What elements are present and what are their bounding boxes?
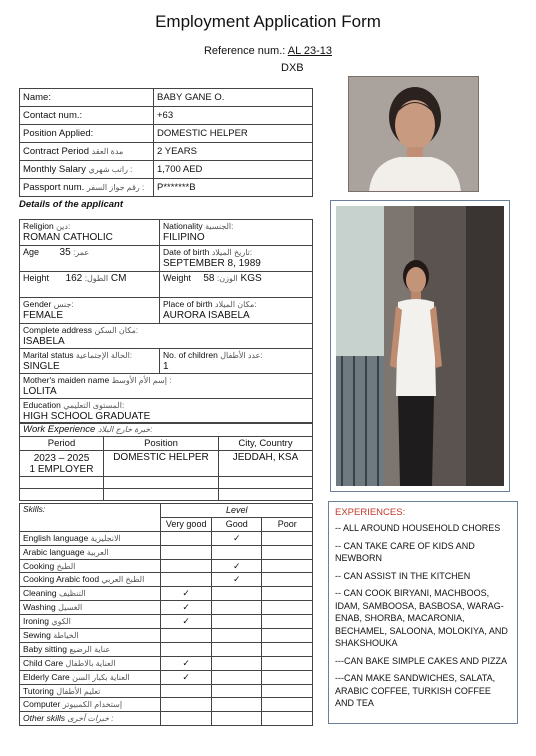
work-heading-en: Work Experience bbox=[23, 424, 96, 435]
skill-name-ar: الغسيل bbox=[58, 603, 83, 613]
reference-label: Reference num.: bbox=[203, 45, 286, 57]
children-label-en: No. of children bbox=[163, 350, 218, 360]
weight-label-ar: الوزن: bbox=[217, 274, 238, 283]
pob-label bbox=[163, 299, 309, 310]
height-label-en: Height bbox=[23, 273, 50, 283]
weight-cell bbox=[160, 272, 313, 298]
skill-name-ar: الطبخ العربي bbox=[101, 575, 145, 585]
dob-value: SEPTEMBER 8, 1989 bbox=[163, 258, 261, 269]
age-label-en: Age bbox=[23, 247, 40, 257]
nationality-cell bbox=[160, 220, 313, 246]
skill-name-cell bbox=[20, 559, 161, 573]
skill-name-ar: العربية bbox=[86, 547, 109, 557]
position-label: Position Applied: bbox=[20, 125, 154, 143]
contract-label-en: Contract Period bbox=[23, 146, 90, 157]
table-row bbox=[20, 89, 313, 107]
table-row bbox=[20, 670, 313, 684]
table-row bbox=[20, 587, 313, 601]
skill-very-good-mark bbox=[161, 559, 212, 573]
skill-name-ar: العناية بكبار السن bbox=[72, 672, 130, 682]
skill-very-good-mark bbox=[161, 545, 212, 559]
skill-name-cell bbox=[20, 615, 161, 629]
skill-name-ar: الطبخ bbox=[56, 561, 76, 571]
salary-label bbox=[20, 161, 154, 179]
age-value: 35 bbox=[59, 247, 71, 258]
details-heading: Details of the applicant bbox=[19, 199, 123, 210]
work-empty-cell bbox=[20, 489, 104, 501]
form-title: Employment Application Form bbox=[155, 12, 381, 31]
skill-name-cell bbox=[20, 684, 161, 698]
skill-poor-mark bbox=[262, 545, 313, 559]
name-value: BABY GANE O. bbox=[154, 89, 313, 107]
skill-very-good-mark: ✓ bbox=[161, 587, 212, 601]
skill-very-good-mark bbox=[161, 712, 212, 726]
table-row bbox=[20, 531, 313, 545]
pob-label-en: Place of birth bbox=[163, 299, 213, 309]
skill-name-cell bbox=[20, 698, 161, 712]
table-row bbox=[20, 615, 313, 629]
children-label-ar: عدد الأطفال: bbox=[220, 351, 263, 360]
table-row bbox=[20, 298, 313, 324]
religion-label-en: Religion bbox=[23, 221, 54, 231]
table-row bbox=[20, 712, 313, 726]
skill-name: Computer bbox=[23, 699, 61, 710]
skill-very-good-mark bbox=[161, 684, 212, 698]
skill-name: Baby sitting bbox=[23, 643, 67, 654]
table-row bbox=[20, 324, 313, 349]
religion-value: ROMAN CATHOLIC bbox=[23, 232, 113, 243]
skill-name: Ironing bbox=[23, 616, 49, 627]
weight-label-en: Weight bbox=[163, 273, 191, 283]
work-heading-ar: خبرة خارج البلاد: bbox=[97, 425, 153, 434]
skill-very-good-mark bbox=[161, 698, 212, 712]
experience-item: -- CAN ASSIST IN THE KITCHEN bbox=[335, 570, 471, 581]
table-row bbox=[20, 161, 313, 179]
level-very-good: Very good bbox=[161, 517, 212, 531]
address-cell bbox=[20, 324, 313, 349]
skill-poor-mark bbox=[262, 601, 313, 615]
skill-name: Cleaning bbox=[23, 588, 57, 599]
skill-name: Child Care bbox=[23, 657, 64, 668]
education-label-en: Education bbox=[23, 400, 61, 410]
education-value: HIGH SCHOOL GRADUATE bbox=[23, 411, 151, 422]
skill-name: Arabic language bbox=[23, 546, 85, 557]
skill-name-ar: تعليم الأطفال bbox=[56, 686, 101, 696]
skill-poor-mark bbox=[262, 531, 313, 545]
level-good: Good bbox=[211, 517, 262, 531]
skill-name-ar: خبرات أخرى : bbox=[67, 714, 114, 724]
skill-name-ar: إستخدام الكمبيوتر bbox=[62, 700, 123, 710]
passport-label bbox=[20, 179, 154, 197]
table-row bbox=[20, 179, 313, 197]
reference-line bbox=[0, 45, 536, 57]
children-cell bbox=[160, 349, 313, 374]
skill-very-good-mark bbox=[161, 642, 212, 656]
experiences-title: EXPERIENCES: bbox=[335, 507, 406, 518]
skill-poor-mark bbox=[262, 698, 313, 712]
work-header-city: City, Country bbox=[219, 437, 313, 451]
dob-label-ar: تاريخ الميلاد: bbox=[211, 248, 253, 257]
table-row bbox=[20, 504, 313, 518]
skill-name-ar: الخياطة bbox=[53, 630, 79, 640]
age-label-ar: عمر: bbox=[73, 248, 90, 257]
table-row bbox=[20, 423, 313, 437]
religion-label-ar: دين: bbox=[56, 222, 71, 231]
pob-value: AURORA ISABELA bbox=[163, 310, 250, 321]
skill-good-mark bbox=[211, 629, 262, 643]
work-heading bbox=[20, 423, 313, 437]
skills-heading: Skills: bbox=[20, 504, 161, 532]
skill-name-cell bbox=[20, 573, 161, 587]
maiden-label-ar: إسم الأم الأوسط : bbox=[111, 376, 172, 385]
work-period-dates: 2023 – 2025 bbox=[33, 452, 90, 464]
work-period bbox=[20, 451, 104, 477]
education-label bbox=[23, 400, 309, 411]
nationality-label-ar: الجنسية: bbox=[205, 222, 234, 231]
height-cell bbox=[20, 272, 160, 298]
marital-label-ar: الحالة الإجتماعية: bbox=[75, 351, 133, 360]
table-row bbox=[20, 601, 313, 615]
skill-name-ar: الانجليزية bbox=[90, 533, 121, 543]
skills-table bbox=[19, 503, 313, 726]
level-heading: Level bbox=[161, 504, 313, 518]
skill-name-ar: التنظيف bbox=[58, 589, 86, 599]
skill-name-cell bbox=[20, 670, 161, 684]
skill-name: Cooking Arabic food bbox=[23, 574, 100, 585]
table-row bbox=[20, 489, 313, 501]
table-row bbox=[20, 220, 313, 246]
skill-poor-mark bbox=[262, 642, 313, 656]
skill-very-good-mark bbox=[161, 531, 212, 545]
address-label-ar: مكان السكن: bbox=[94, 326, 139, 335]
contact-value: +63 bbox=[154, 107, 313, 125]
children-value: 1 bbox=[163, 361, 169, 372]
children-label bbox=[163, 350, 309, 361]
weight-value: 58 KGS bbox=[203, 273, 262, 284]
skill-very-good-mark: ✓ bbox=[161, 615, 212, 629]
skill-name-ar: الكوي bbox=[51, 617, 71, 627]
table-row bbox=[20, 143, 313, 161]
address-label bbox=[23, 325, 309, 336]
skill-name-cell bbox=[20, 545, 161, 559]
reference-value: AL 23-13 bbox=[287, 45, 333, 57]
work-header-position: Position bbox=[104, 437, 219, 451]
marital-value: SINGLE bbox=[23, 361, 60, 372]
skill-name-cell bbox=[20, 712, 161, 726]
experience-item: ---CAN BAKE SIMPLE CAKES AND PIZZA bbox=[335, 655, 508, 666]
skill-good-mark bbox=[211, 684, 262, 698]
salary-label-ar: راتب شهري : bbox=[88, 165, 133, 174]
contact-label: Contact num.: bbox=[20, 107, 154, 125]
nationality-label bbox=[163, 221, 309, 232]
skill-poor-mark bbox=[262, 587, 313, 601]
applicant-full-body-photo bbox=[336, 206, 504, 486]
nationality-value: FILIPINO bbox=[163, 232, 205, 243]
reference-location: DXB bbox=[281, 62, 304, 74]
table-row bbox=[20, 642, 313, 656]
table-row bbox=[20, 698, 313, 712]
table-row bbox=[20, 629, 313, 643]
skill-name-cell bbox=[20, 531, 161, 545]
table-row bbox=[20, 451, 313, 477]
skill-name: Elderly Care bbox=[23, 671, 70, 682]
work-city: JEDDAH, KSA bbox=[219, 451, 313, 477]
pob-cell bbox=[160, 298, 313, 324]
skill-very-good-mark bbox=[161, 573, 212, 587]
address-label-en: Complete address bbox=[23, 325, 92, 335]
nationality-label-en: Nationality bbox=[163, 221, 203, 231]
table-row bbox=[20, 437, 313, 451]
dob-cell bbox=[160, 246, 313, 272]
skill-name: Cooking bbox=[23, 560, 55, 571]
education-cell bbox=[20, 399, 313, 424]
maiden-label-en: Mother's maiden name bbox=[23, 375, 110, 385]
religion-label bbox=[23, 221, 156, 232]
skill-good-mark bbox=[211, 545, 262, 559]
marital-label bbox=[23, 350, 156, 361]
table-row bbox=[20, 272, 313, 298]
skill-very-good-mark: ✓ bbox=[161, 656, 212, 670]
details-table bbox=[19, 219, 313, 424]
marital-label-en: Marital status bbox=[23, 350, 74, 360]
maiden-cell bbox=[20, 374, 313, 399]
skill-name: Washing bbox=[23, 602, 56, 613]
full-body-illustration bbox=[336, 206, 504, 486]
skill-good-mark bbox=[211, 670, 262, 684]
gender-label-en: Gender bbox=[23, 299, 52, 309]
skill-name: Sewing bbox=[23, 629, 51, 640]
skill-poor-mark bbox=[262, 615, 313, 629]
portrait-illustration bbox=[349, 77, 479, 192]
table-row bbox=[20, 477, 313, 489]
passport-value: P*******B bbox=[154, 179, 313, 197]
name-label: Name: bbox=[20, 89, 154, 107]
work-empty-cell bbox=[20, 477, 104, 489]
work-experience-table bbox=[19, 422, 313, 501]
skill-name: English language bbox=[23, 532, 89, 543]
height-label-ar: الطول: bbox=[84, 274, 109, 283]
work-empty-cell bbox=[104, 477, 219, 489]
passport-label-ar: رقم جواز السفر : bbox=[86, 183, 145, 192]
dob-label-en: Date of birth bbox=[163, 247, 210, 257]
contract-value: 2 YEARS bbox=[154, 143, 313, 161]
address-value: ISABELA bbox=[23, 336, 65, 347]
salary-label-en: Monthly Salary bbox=[23, 164, 86, 175]
skill-name-cell bbox=[20, 587, 161, 601]
skill-poor-mark bbox=[262, 684, 313, 698]
skill-poor-mark bbox=[262, 629, 313, 643]
skill-good-mark bbox=[211, 615, 262, 629]
skill-rows bbox=[20, 531, 313, 725]
table-row bbox=[20, 246, 313, 272]
skill-good-mark bbox=[211, 698, 262, 712]
skill-good-mark bbox=[211, 642, 262, 656]
marital-cell bbox=[20, 349, 160, 374]
maiden-value: LOLITA bbox=[23, 386, 57, 397]
skill-name-cell bbox=[20, 642, 161, 656]
skill-name: Tutoring bbox=[23, 685, 54, 696]
table-row bbox=[20, 559, 313, 573]
work-employer-count: 1 EMPLOYER bbox=[29, 463, 94, 475]
education-label-ar: المستوى التعليمي: bbox=[63, 401, 125, 410]
table-row bbox=[20, 125, 313, 143]
pob-label-ar: مكان الميلاد: bbox=[215, 300, 257, 309]
skill-very-good-mark: ✓ bbox=[161, 601, 212, 615]
work-empty-cell bbox=[219, 489, 313, 501]
contract-label-ar: مدة العقد bbox=[91, 147, 124, 156]
age-cell bbox=[20, 246, 160, 272]
passport-label-en: Passport num. bbox=[23, 182, 85, 193]
skill-name: Other skills bbox=[23, 713, 66, 724]
skill-good-mark bbox=[211, 656, 262, 670]
dob-label bbox=[163, 247, 309, 258]
table-row bbox=[20, 656, 313, 670]
table-row bbox=[20, 573, 313, 587]
contract-label bbox=[20, 143, 154, 161]
skill-good-mark bbox=[211, 601, 262, 615]
skill-good-mark bbox=[211, 587, 262, 601]
skill-name-cell bbox=[20, 656, 161, 670]
gender-value: FEMALE bbox=[23, 310, 64, 321]
skill-poor-mark bbox=[262, 656, 313, 670]
applicant-full-body-photo-frame bbox=[330, 200, 510, 492]
level-poor: Poor bbox=[262, 517, 313, 531]
maiden-label bbox=[23, 375, 309, 386]
work-position: DOMESTIC HELPER bbox=[104, 451, 219, 477]
skill-poor-mark bbox=[262, 573, 313, 587]
table-row bbox=[20, 684, 313, 698]
experience-item: -- CAN COOK BIRYANI, MACHBOOS, IDAM, SAMBOOSA, BASBOSA, WARAG-ENAB, SHORBA, MACARONIA, BECHAMEL, SALOONA, MOLOKIYA, AND SHAKSHOUKA bbox=[335, 588, 508, 648]
skill-name-cell bbox=[20, 601, 161, 615]
gender-cell bbox=[20, 298, 160, 324]
work-empty-cell bbox=[219, 477, 313, 489]
skill-good-mark: ✓ bbox=[211, 531, 262, 545]
skill-very-good-mark: ✓ bbox=[161, 670, 212, 684]
experience-item: -- CAN TAKE CARE OF KIDS AND NEWBORN bbox=[335, 540, 475, 563]
skill-good-mark: ✓ bbox=[211, 573, 262, 587]
religion-cell bbox=[20, 220, 160, 246]
work-header-period: Period bbox=[20, 437, 104, 451]
skill-name-cell bbox=[20, 629, 161, 643]
table-row bbox=[20, 107, 313, 125]
skill-name-ar: عناية الرضيع bbox=[69, 644, 111, 654]
position-value: DOMESTIC HELPER bbox=[154, 125, 313, 143]
table-row bbox=[20, 399, 313, 424]
skill-name-ar: العناية بالاطفال bbox=[65, 658, 116, 668]
salary-value: 1,700 AED bbox=[154, 161, 313, 179]
table-row bbox=[20, 374, 313, 399]
skill-poor-mark bbox=[262, 559, 313, 573]
height-value: 162 CM bbox=[65, 273, 127, 284]
gender-label bbox=[23, 299, 156, 310]
skill-poor-mark bbox=[262, 712, 313, 726]
experiences-box bbox=[328, 501, 518, 724]
skill-very-good-mark bbox=[161, 629, 212, 643]
experience-item: -- ALL AROUND HOUSEHOLD CHORES bbox=[335, 523, 501, 533]
skill-good-mark bbox=[211, 712, 262, 726]
table-row bbox=[20, 545, 313, 559]
basic-info-table bbox=[19, 88, 313, 197]
work-empty-cell bbox=[104, 489, 219, 501]
skill-poor-mark bbox=[262, 670, 313, 684]
experience-item: ---CAN MAKE SANDWICHES, SALATA, ARABIC COFFEE, TURKISH COFFEE AND TEA bbox=[335, 673, 496, 708]
gender-label-ar: جنس: bbox=[53, 300, 74, 309]
skill-good-mark: ✓ bbox=[211, 559, 262, 573]
applicant-portrait-photo bbox=[348, 76, 479, 192]
table-row bbox=[20, 349, 313, 374]
